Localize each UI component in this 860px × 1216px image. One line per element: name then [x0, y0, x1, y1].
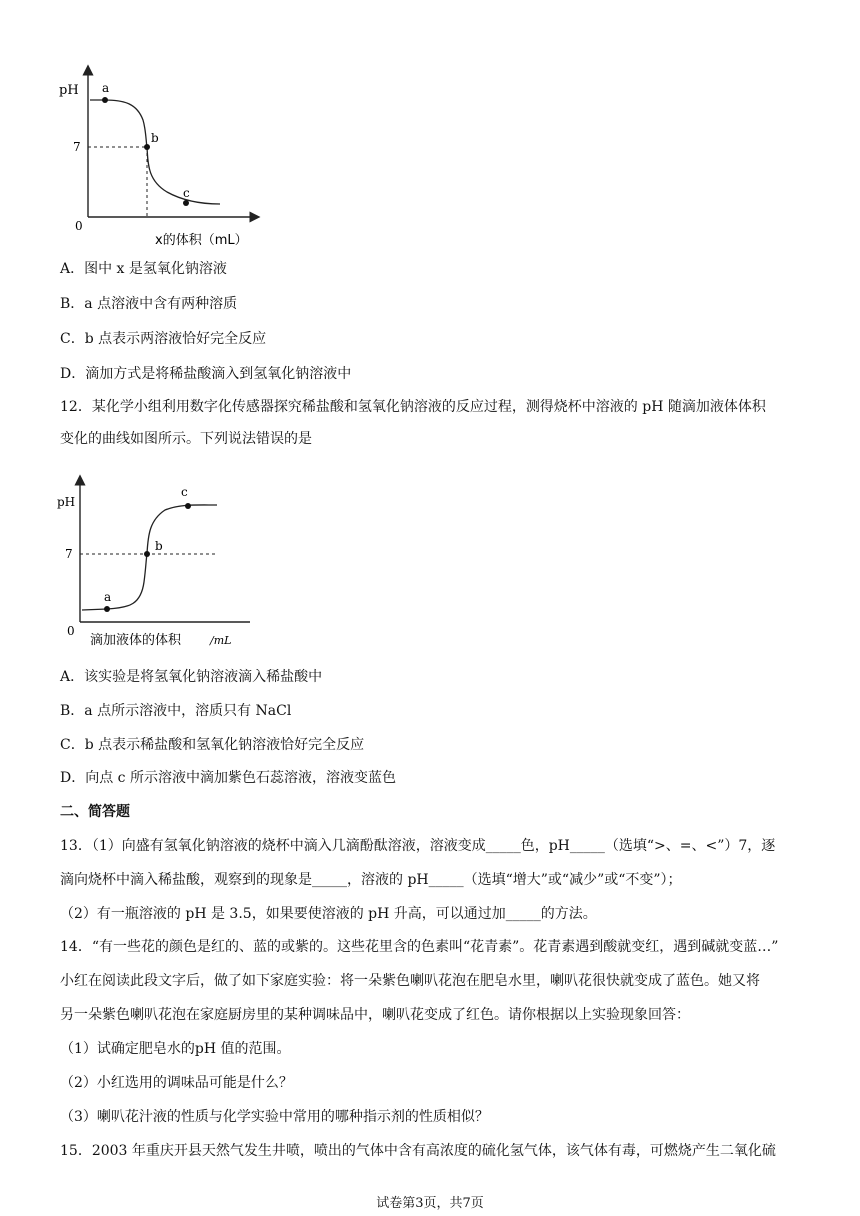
figure-2-ph-curve: [55, 472, 265, 652]
point-b: [144, 144, 150, 150]
q14-line1: 14．“有一些花的颜色是红的、蓝的或紫的。这些花里含的色素叫“花青素”。花青素遇到酸就变红，遇到碱就变蓝…”: [60, 939, 779, 955]
x-axis-label: x的体积（mL）: [155, 233, 248, 248]
q11-option-a: A．图中 x 是氢氧化钠溶液: [60, 261, 227, 277]
q13-line2: 滴向烧杯中滴入稀盐酸，观察到的现象是_____，溶液的 pH_____（选填“增大”或“减少”或“不变”）；: [60, 872, 682, 888]
point-a: [102, 97, 108, 103]
q11-option-d: D．滴加方式是将稀盐酸滴入到氢氧化钠溶液中: [60, 366, 352, 382]
point-a: [104, 606, 110, 612]
point-c: [185, 503, 191, 509]
origin-label: 0: [67, 624, 75, 638]
point-b-label: b: [151, 131, 159, 145]
point-b-label: b: [155, 539, 163, 553]
q12-stem-line1: 12．某化学小组利用数字化传感器探究稀盐酸和氢氧化钠溶液的反应过程，测得烧杯中溶液的 pH 随滴加液体体积: [60, 399, 766, 415]
q12-option-a: A．该实验是将氢氧化钠溶液滴入稀盐酸中: [60, 669, 323, 685]
q11-option-b: B．a 点溶液中含有两种溶质: [60, 296, 238, 312]
q14-line3: 另一朵紫色喇叭花泡在家庭厨房里的某种调味品中，喇叭花变成了红色。请你根据以上实验现象回答：: [60, 1007, 690, 1023]
q14-line2: 小红在阅读此段文字后，做了如下家庭实验：将一朵紫色喇叭花泡在肥皂水里，喇叭花很快就变成了蓝色。她又将: [60, 973, 760, 989]
q14-sub2: （2）小红选用的调味品可能是什么？: [60, 1075, 293, 1091]
point-c: [183, 200, 189, 206]
q12-option-c: C．b 点表示稀盐酸和氢氧化钠溶液恰好完全反应: [60, 737, 365, 753]
ph-curve: [82, 505, 217, 610]
point-c-label: c: [181, 485, 188, 499]
q14-sub3: （3）喇叭花汁液的性质与化学实验中常用的哪种指示剂的性质相似？: [60, 1109, 489, 1125]
tick-7: 7: [73, 140, 81, 154]
q13-line1: 13．（1）向盛有氢氧化钠溶液的烧杯中滴入几滴酚酞溶液，溶液变成_____色，pH_____（选填“>、=、<”）7，逐: [60, 838, 776, 854]
q13-line3: （2）有一瓶溶液的 pH 是 3.5，如果要使溶液的 pH 升高，可以通过加_____的方法。: [60, 906, 597, 922]
x-axis-unit: /mL: [210, 634, 232, 647]
q15-line1: 15．2003 年重庆开县天然气发生井喷，喷出的气体中含有高浓度的硫化氢气体，该气体有毒，可燃烧产生二氧化硫: [60, 1143, 776, 1159]
y-axis-label: pH: [59, 83, 79, 98]
tick-7: 7: [65, 547, 73, 561]
q11-option-c: C．b 点表示两溶液恰好完全反应: [60, 331, 267, 347]
ph-curve: [90, 100, 220, 204]
section-heading: 二、简答题: [60, 804, 130, 820]
q14-sub1: （1）试确定肥皂水的pH 值的范围。: [60, 1041, 291, 1057]
q12-option-b: B．a 点所示溶液中，溶质只有 NaCl: [60, 703, 292, 719]
x-axis-label: 滴加液体的体积: [90, 633, 182, 648]
point-c-label: c: [183, 186, 190, 200]
page-footer: 试卷第3页，共7页: [376, 1196, 484, 1211]
y-axis-label: pH: [57, 495, 76, 509]
point-b: [144, 551, 150, 557]
point-a-label: a: [104, 590, 112, 604]
q12-stem-line2: 变化的曲线如图所示。下列说法错误的是: [60, 431, 312, 447]
q12-option-d: D．向点 c 所示溶液中滴加紫色石蕊溶液，溶液变蓝色: [60, 770, 396, 786]
point-a-label: a: [102, 81, 110, 95]
figure-1-ph-curve: [55, 62, 265, 252]
origin-label: 0: [75, 219, 83, 233]
